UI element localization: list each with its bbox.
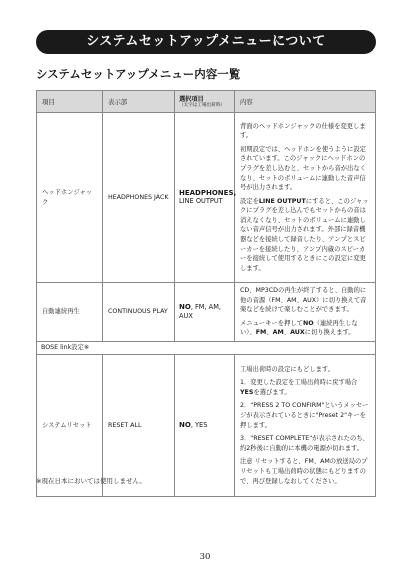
content-paragraph: メニューキーを押してNO（連続再生しない）、FM、AM、AUXに切り換えます。: [240, 319, 358, 337]
table-header-row: [37, 91, 376, 113]
content-paragraph: 2．"PRESS 2 TO CONFIRM"というメッセージが表示されているときに"Preset 2"キーを押します。: [240, 402, 369, 429]
option-default: NO: [179, 420, 191, 429]
bose-link-label: BOSE link設定※: [37, 341, 376, 354]
row-display: HEADPHONES JACK: [103, 113, 175, 283]
row-display: CONTINUOUS PLAY: [103, 283, 175, 342]
settings-table: [36, 90, 376, 497]
content-paragraph: 3．"RESET COMPLETE"が表示されたのち、約2秒後に自動的に本機の電源が切れます。: [240, 435, 369, 452]
header-options: [175, 91, 235, 113]
option-default: HEADPHONES,: [179, 189, 237, 197]
row-item: 自動連続再生: [37, 283, 103, 342]
content-paragraph: 初期設定では、ヘッドホンを使うように設定されています。このジャックにヘッドホンのプラグを差し込むと、セットから音が出なくなり、セットのボリュームに連動した音声信号が出力されます。: [240, 145, 366, 192]
content-paragraph: 工場出荷時の設定にもどします。: [240, 365, 334, 373]
row-item: システムリセット: [37, 354, 103, 496]
header-content: 内容: [235, 91, 376, 113]
section-title: システムセットアップメニュー内容一覧: [36, 67, 241, 81]
header-item: 項目: [37, 91, 103, 113]
content-paragraph: CD、MP3CDの再生が終了すると、自動的に他の音源（FM、AM、AUX）に切り換えて音楽などを続けて楽しむことができます。: [240, 287, 367, 314]
row-options: [175, 354, 235, 496]
row-display: RESET ALL: [103, 354, 175, 496]
page-number: 30: [199, 552, 211, 562]
option-alt: , FM, AM, AUX: [179, 302, 221, 320]
content-paragraph: 注意 リセットすると、FM、AMの放送局のプリセットも工場出荷時の状態にもどりますので、再び登録しなおしてください。: [240, 458, 368, 485]
row-item: ヘッドホンジャック: [37, 113, 103, 283]
row-content: [235, 113, 376, 283]
header-display: 表示部: [103, 91, 175, 113]
header-options-note: （太字は工場出荷時）: [179, 103, 225, 108]
row-options: [175, 283, 235, 342]
content-paragraph: 背面のヘッドホンジャックの仕様を変更します。: [240, 122, 366, 140]
option-alt: LINE OUTPUT: [179, 197, 223, 205]
row-content: [235, 354, 376, 496]
page-title-banner: [36, 30, 376, 54]
page-title: システムセットアップメニューについて: [86, 34, 326, 49]
content-paragraph: 設定をLINE OUTPUTにすると、このジャックにプラグを差し込んでもセットからの音は消えなくなり、セットのボリュームに連動しない音声信号が出力されます。外部に録音機器などを接続して録音したり、アンプとスピーカーを接続したり、アンプ内蔵のスピーカーを接続して使用するときにこの設定に変更します。: [240, 197, 369, 272]
row-content: [235, 283, 376, 342]
option-alt: , YES: [190, 420, 208, 429]
row-options: [175, 113, 235, 283]
table-row-bose-link: [37, 341, 376, 354]
content-paragraph: 1．変更した設定を工場出荷時に戻す場合YESを選びます。: [240, 379, 358, 396]
option-default: NO: [179, 302, 191, 311]
footnote: ※現在日本においては使用しません。: [36, 477, 146, 485]
table-row-headphone: [37, 113, 376, 283]
header-options-label: 選択項目: [179, 96, 204, 103]
table-row-continuous-play: [37, 283, 376, 342]
